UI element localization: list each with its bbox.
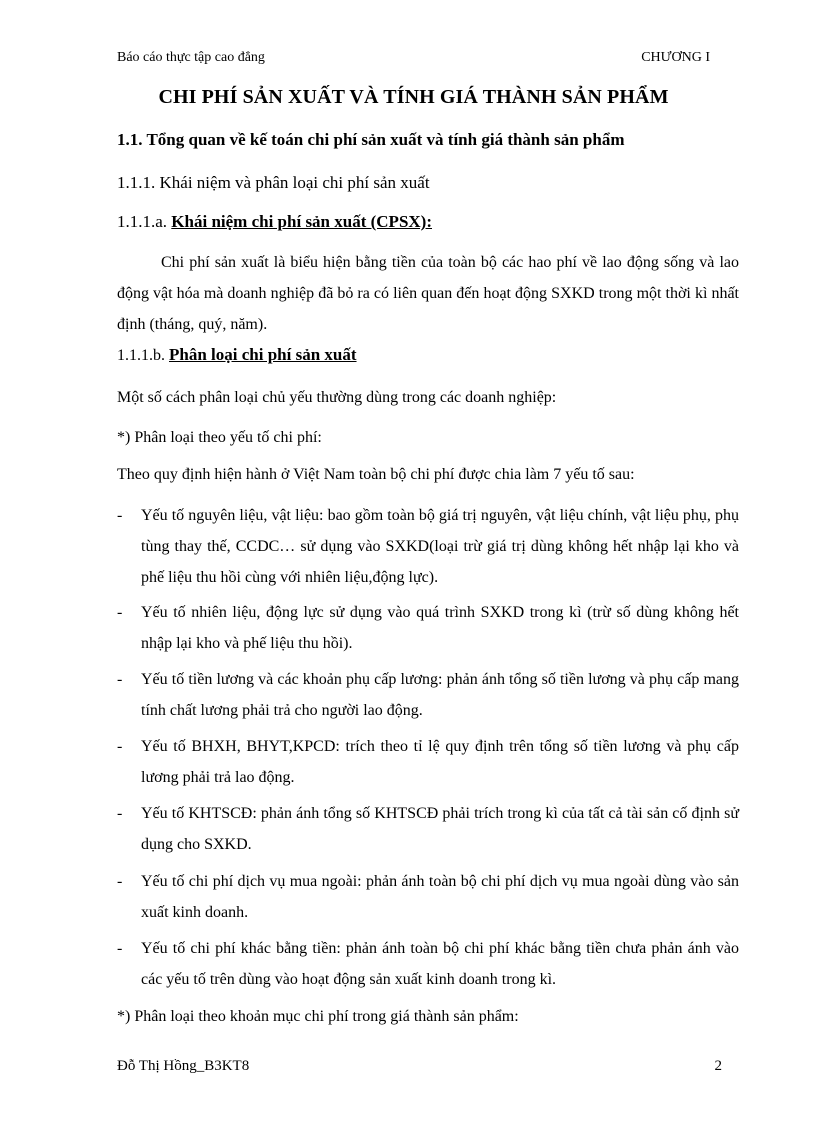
- list-item-text: Yếu tố nguyên liệu, vật liệu: bao gồm toàn bộ giá trị nguyên, vật liệu chính, vật liệu phụ, phụ tùng thay thế, CCDC… sử dụng vào SXKD(loại trừ giá trị dùng không hết nhập lại kho và phế liệu thu hồi cùng với nhiên liệu,động lực).: [141, 507, 739, 586]
- bullet-dash: -: [117, 738, 123, 755]
- list-item: [117, 798, 739, 860]
- list-item: [117, 731, 739, 793]
- page-number: 2: [714, 1058, 722, 1074]
- chapter-title: CHI PHÍ SẢN XUẤT VÀ TÍNH GIÁ THÀNH SẢN PHẨM: [158, 86, 669, 108]
- bullet-dash: -: [117, 604, 123, 621]
- section-heading-1-1-1: 1.1.1. Khái niệm và phân loại chi phí sản xuất: [117, 173, 430, 192]
- list-item: [117, 866, 739, 928]
- list-item: [117, 597, 739, 659]
- list-item-text: Yếu tố tiền lương và các khoản phụ cấp lương: phản ánh tổng số tiền lương và phụ cấp mang tính chất lương phải trả cho người lao động.: [141, 671, 739, 719]
- bullet-dash: -: [117, 507, 123, 524]
- list-item-text: Yếu tố KHTSCĐ: phản ánh tổng số KHTSCĐ phải trích trong kì của tất cả tài sản cố định sử dụng cho SXKD.: [141, 805, 739, 853]
- section-title: Khái niệm chi phí sản xuất (CPSX):: [171, 212, 432, 231]
- list-item: [117, 933, 739, 995]
- section-heading-1-1-1-b: [117, 345, 357, 365]
- list-item-text: Yếu tố chi phí dịch vụ mua ngoài: phản ánh toàn bộ chi phí dịch vụ mua ngoài dùng vào sản xuất kinh doanh.: [141, 873, 739, 921]
- section-heading-1-1-1-a: [117, 212, 432, 232]
- header-report-title: Báo cáo thực tập cao đẳng: [117, 50, 265, 65]
- list-item: [117, 500, 739, 593]
- section-title: Phân loại chi phí sản xuất: [169, 345, 357, 364]
- bullet-dash: -: [117, 873, 123, 890]
- list-item-text: Yếu tố BHXH, BHYT,KPCD: trích theo tỉ lệ quy định trên tổng số tiền lương và phụ cấp lương phải trả lao động.: [141, 738, 739, 786]
- section-heading-1-1: 1.1. Tổng quan về kế toán chi phí sản xuất và tính giá thành sản phẩm: [117, 130, 625, 149]
- bullet-dash: -: [117, 940, 123, 957]
- classification-heading-1: *) Phân loại theo yếu tố chi phí:: [117, 429, 322, 446]
- section-number: 1.1.1.b.: [117, 347, 165, 364]
- classification-heading-2: *) Phân loại theo khoản mục chi phí trong giá thành sản phẩm:: [117, 1008, 519, 1025]
- intro-paragraph: Một số cách phân loại chủ yếu thường dùng trong các doanh nghiệp:: [117, 389, 557, 406]
- header-chapter: CHƯƠNG I: [641, 50, 710, 65]
- classification-intro: Theo quy định hiện hành ở Việt Nam toàn bộ chi phí được chia làm 7 yếu tố sau:: [117, 466, 635, 483]
- list-item-text: Yếu tố chi phí khác bằng tiền: phản ánh toàn bộ chi phí khác bằng tiền chưa phản ánh vào các yếu tố trên dùng vào hoạt động sản xuất kinh doanh trong kì.: [141, 940, 739, 988]
- definition-paragraph: Chi phí sản xuất là biểu hiện bằng tiền của toàn bộ các hao phí về lao động sống và lao động vật hóa mà doanh nghiệp đã bỏ ra có liên quan đến hoạt động SXKD trong một thời kì nhất định (tháng, quý, năm).: [117, 254, 739, 333]
- page-header: [117, 50, 710, 68]
- section-number: 1.1.1.a.: [117, 212, 168, 231]
- list-item-text: Yếu tố nhiên liệu, động lực sử dụng vào quá trình SXKD trong kì (trừ số dùng không hết nhập lại kho và phế liệu thu hồi).: [141, 604, 739, 652]
- bullet-dash: -: [117, 671, 123, 688]
- bullet-dash: -: [117, 805, 123, 822]
- footer-author: Đỗ Thị Hồng_B3KT8: [117, 1058, 250, 1074]
- list-item: [117, 664, 739, 726]
